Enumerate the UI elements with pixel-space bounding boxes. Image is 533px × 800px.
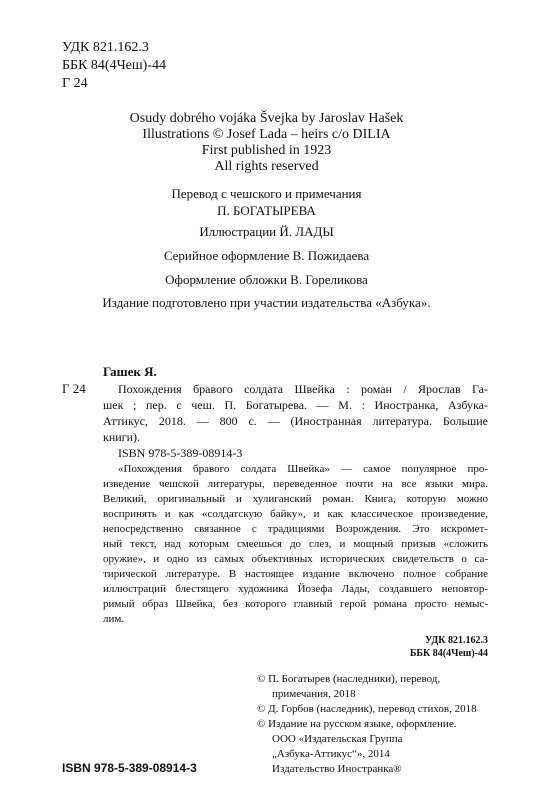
annotation-line-9: иллюстраций блестящего художника Йозефа Лады, создавшего неповтор- [103,583,488,595]
copyright-line-6: „Азбука-Аттикус“», 2014 [272,748,390,760]
cover-design-credit: Оформление обложки В. Гореликова [165,272,368,287]
author-mark: Г 24 [62,381,86,396]
copyright-line-3: © Д. Горбов (наследник), перевод стихов, 2018 [257,703,477,715]
description-line-4: книги). [103,430,141,444]
series-design-credit: Серийное оформление В. Пожидаева [163,248,370,263]
bbk-code-top: ББК 84(4Чеш)-44 [62,58,166,73]
publisher-participation-note: Издание подготовлено при участии издательства «Азбука». [102,295,431,310]
first-published-line: First published in 1923 [201,143,332,158]
copyright-line-4: © Издание на русском языке, оформление. [257,718,457,730]
copyright-line-5: ООО «Издательская Группа [272,733,403,745]
original-title-line: Osudy dobrého vojáka Švejka by Jaroslav Hašek [129,111,404,126]
copyright-line-2: примечания, 2018 [272,688,356,700]
annotation-line-5: непосредственно связанное с традициями Возрождения. Это искромет- [103,523,488,535]
description-line-2: шек ; пер. с чеш. П. Богатырева. — М. : Иностранка, Азбука- [103,398,488,412]
udk-code-record: УДК 821.162.3 [425,635,488,646]
description-line-3: Аттикус, 2018. — 800 с. — (Иностранная литература. Большие [103,414,488,428]
annotation-line-8: тирической литературе. В настоящее издание включено полное собрание [103,568,488,580]
copyright-line-7: Издательство Иностранка® [272,763,402,775]
author-heading: Гашек Я. [103,364,157,379]
annotation-line-3: Великий, оригинальный и хулиганский роман. Книга, которую можно [103,493,488,505]
translation-credit: Перевод с чешского и примечания [171,186,362,201]
translator-name: П. БОГАТЫРЕВА [217,203,316,218]
annotation-line-11: лим. [103,613,125,625]
illustrations-credit: Иллюстрации Й. ЛАДЫ [199,224,334,239]
annotation-line-2: изведение чешской литературы, переведенное почти на все языки мира. [103,478,488,490]
annotation-line-1: «Похождения бравого солдата Швейка» — самое популярное про- [118,463,488,475]
illustrations-copyright-line: Illustrations © Josef Lada – heirs c/o DILIA [142,127,391,142]
udk-code-top: УДК 821.162.3 [62,40,149,55]
isbn-bottom: ISBN 978-5-389-08914-3 [62,761,197,775]
annotation-line-7: оружие», и одно из самых объективных исторических свидетельств о са- [103,553,488,565]
description-line-1: Похождения бравого солдата Швейка : роман / Ярослав Га- [118,382,488,396]
bbk-code-record: ББК 84(4Чеш)-44 [409,648,488,659]
annotation-line-6: ный текст, над которым смеешься до слез, и мощный призыв «сложить [103,538,488,550]
copyright-line-1: © П. Богатырев (наследники), перевод, [257,673,441,685]
rights-reserved-line: All rights reserved [214,159,319,174]
annotation-line-10: римый образ Швейка, без которого главный герой романа просто немыс- [103,598,488,610]
isbn-record: ISBN 978-5-389-08914-3 [118,446,243,460]
author-mark-top: Г 24 [62,76,88,91]
annotation-line-4: воспринять и как «солдатскую байку», и как классическое произведение, [103,508,488,520]
